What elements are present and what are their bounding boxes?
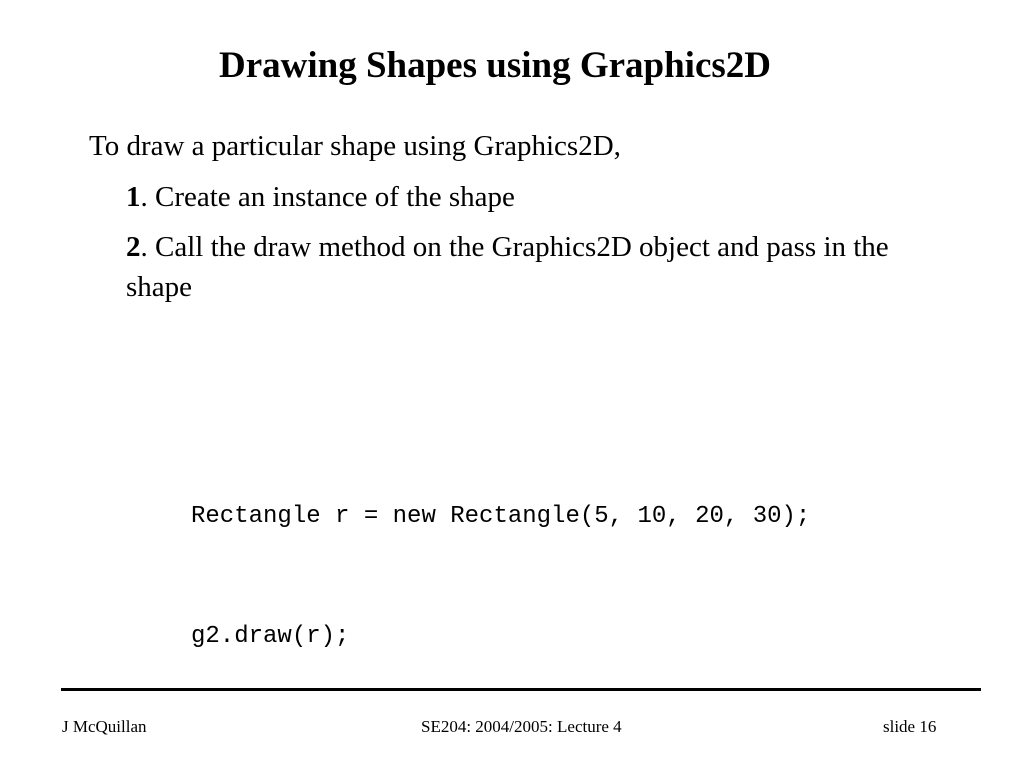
code-block [191, 417, 810, 697]
step-1 [126, 177, 906, 217]
step-2 [126, 227, 906, 307]
step-2-text: . Call the draw method on the Graphics2D object and pass in the shape [126, 231, 889, 303]
slide-title: Drawing Shapes using Graphics2D [218, 45, 772, 86]
code-line-2: g2.draw(r); [191, 623, 350, 650]
step-2-number: 2 [126, 231, 141, 263]
step-1-number: 1 [126, 181, 141, 213]
code-line-1: Rectangle r = new Rectangle(5, 10, 20, 30); [191, 503, 811, 530]
footer-author: J McQuillan [62, 717, 147, 736]
footer-slide-number: slide 16 [883, 717, 937, 736]
footer-course: SE204: 2004/2005: Lecture 4 [421, 717, 622, 736]
step-1-text: . Create an instance of the shape [140, 181, 515, 213]
intro-text: To draw a particular shape using Graphics2D, [89, 130, 621, 162]
footer-divider [61, 688, 981, 691]
